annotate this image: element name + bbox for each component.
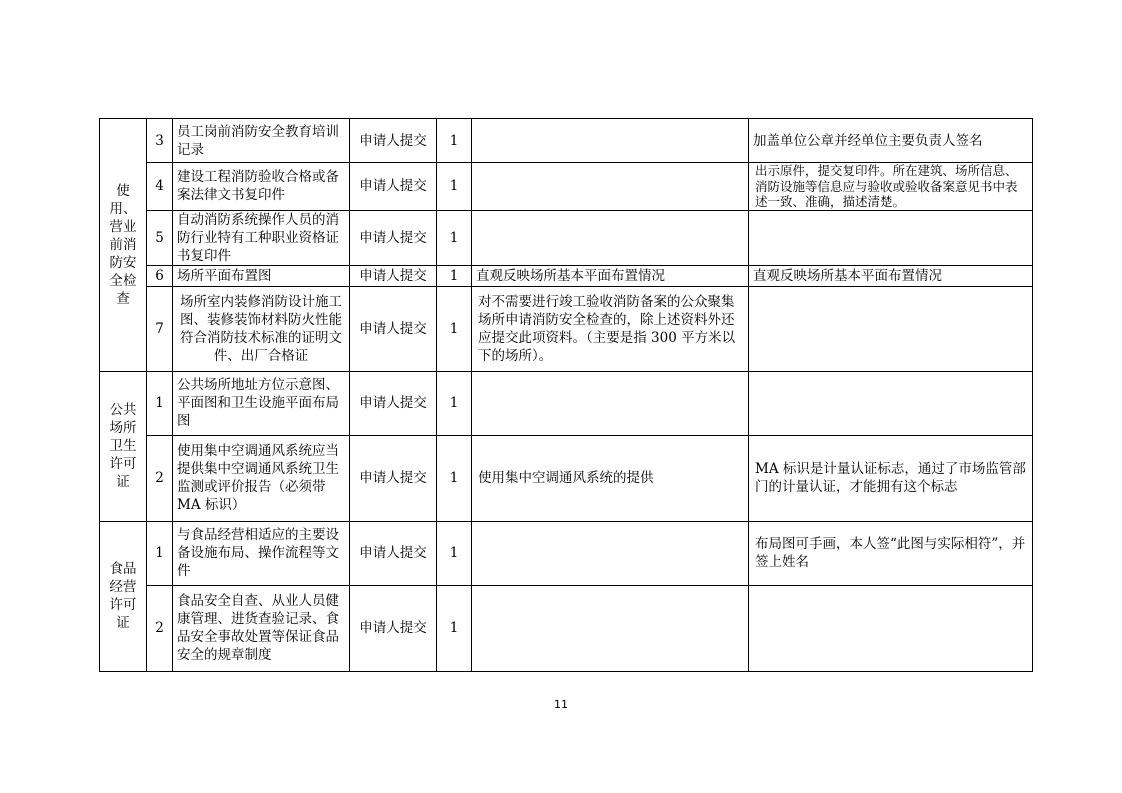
material-name: 建设工程消防验收合格或备案法律文书复印件 xyxy=(173,163,350,211)
submission-method: 申请人提交 xyxy=(350,163,437,211)
material-note xyxy=(472,585,749,671)
material-name: 自动消防系统操作人员的消防行业特有工种职业资格证书复印件 xyxy=(173,210,350,265)
quantity: 1 xyxy=(437,163,472,211)
material-name: 场所平面布置图 xyxy=(173,265,350,286)
table-row xyxy=(100,163,1033,211)
row-number: 2 xyxy=(147,435,173,521)
submission-method: 申请人提交 xyxy=(350,521,437,585)
row-number: 7 xyxy=(147,286,173,371)
material-remark: 出示原件，提交复印件。所在建筑、场所信息、消防设施等信息应与验收或验收备案意见书中表述一致、准确，描述清楚。 xyxy=(749,163,1033,211)
submission-method: 申请人提交 xyxy=(350,585,437,671)
material-note: 对不需要进行竣工验收消防备案的公众聚集场所申请消防安全检查的，除上述资料外还应提交此项资料。（主要是指 300 平方米以下的场所）。 xyxy=(472,286,749,371)
submission-method: 申请人提交 xyxy=(350,119,437,163)
material-remark xyxy=(749,286,1033,371)
submission-method: 申请人提交 xyxy=(350,371,437,435)
row-number: 6 xyxy=(147,265,173,286)
row-number: 3 xyxy=(147,119,173,163)
material-note xyxy=(472,371,749,435)
materials-table xyxy=(99,118,1033,672)
category-cell: 公共场所卫生许可证 xyxy=(100,371,147,521)
material-remark: MA 标识是计量认证标志，通过了市场监管部门的计量认证，才能拥有这个标志 xyxy=(749,435,1033,521)
material-remark xyxy=(749,371,1033,435)
submission-method: 申请人提交 xyxy=(350,286,437,371)
table-row xyxy=(100,371,1033,435)
quantity: 1 xyxy=(437,585,472,671)
page-number: 11 xyxy=(554,698,568,711)
quantity: 1 xyxy=(437,521,472,585)
material-note xyxy=(472,163,749,211)
material-name: 员工岗前消防安全教育培训记录 xyxy=(173,119,350,163)
row-number: 5 xyxy=(147,210,173,265)
material-remark: 直观反映场所基本平面布置情况 xyxy=(749,265,1033,286)
material-note xyxy=(472,210,749,265)
submission-method: 申请人提交 xyxy=(350,265,437,286)
quantity: 1 xyxy=(437,265,472,286)
material-name: 场所室内装修消防设计施工图、装修装饰材料防火性能符合消防技术标准的证明文件、出厂合格证 xyxy=(173,286,350,371)
table-row xyxy=(100,286,1033,371)
row-number: 1 xyxy=(147,521,173,585)
material-name: 使用集中空调通风系统应当提供集中空调通风系统卫生监测或评价报告（必须带 MA 标识） xyxy=(173,435,350,521)
quantity: 1 xyxy=(437,435,472,521)
quantity: 1 xyxy=(437,286,472,371)
material-note: 使用集中空调通风系统的提供 xyxy=(472,435,749,521)
material-remark: 加盖单位公章并经单位主要负责人签名 xyxy=(749,119,1033,163)
submission-method: 申请人提交 xyxy=(350,435,437,521)
material-remark: 布局图可手画，本人签“此图与实际相符”，并签上姓名 xyxy=(749,521,1033,585)
table-row xyxy=(100,435,1033,521)
row-number: 2 xyxy=(147,585,173,671)
material-note xyxy=(472,119,749,163)
material-remark xyxy=(749,585,1033,671)
table-row xyxy=(100,265,1033,286)
table-row xyxy=(100,119,1033,163)
table-row xyxy=(100,210,1033,265)
row-number: 1 xyxy=(147,371,173,435)
quantity: 1 xyxy=(437,210,472,265)
category-cell: 食品经营许可证 xyxy=(100,521,147,671)
submission-method: 申请人提交 xyxy=(350,210,437,265)
category-cell: 使用、营业前消防安全检查 xyxy=(100,119,147,372)
row-number: 4 xyxy=(147,163,173,211)
material-name: 食品安全自查、从业人员健康管理、进货查验记录、食品安全事故处置等保证食品安全的规章制度 xyxy=(173,585,350,671)
table-row xyxy=(100,585,1033,671)
quantity: 1 xyxy=(437,119,472,163)
quantity: 1 xyxy=(437,371,472,435)
material-name: 公共场所地址方位示意图、平面图和卫生设施平面布局图 xyxy=(173,371,350,435)
table-row xyxy=(100,521,1033,585)
material-note: 直观反映场所基本平面布置情况 xyxy=(472,265,749,286)
material-remark xyxy=(749,210,1033,265)
material-note xyxy=(472,521,749,585)
material-name: 与食品经营相适应的主要设备设施布局、操作流程等文件 xyxy=(173,521,350,585)
